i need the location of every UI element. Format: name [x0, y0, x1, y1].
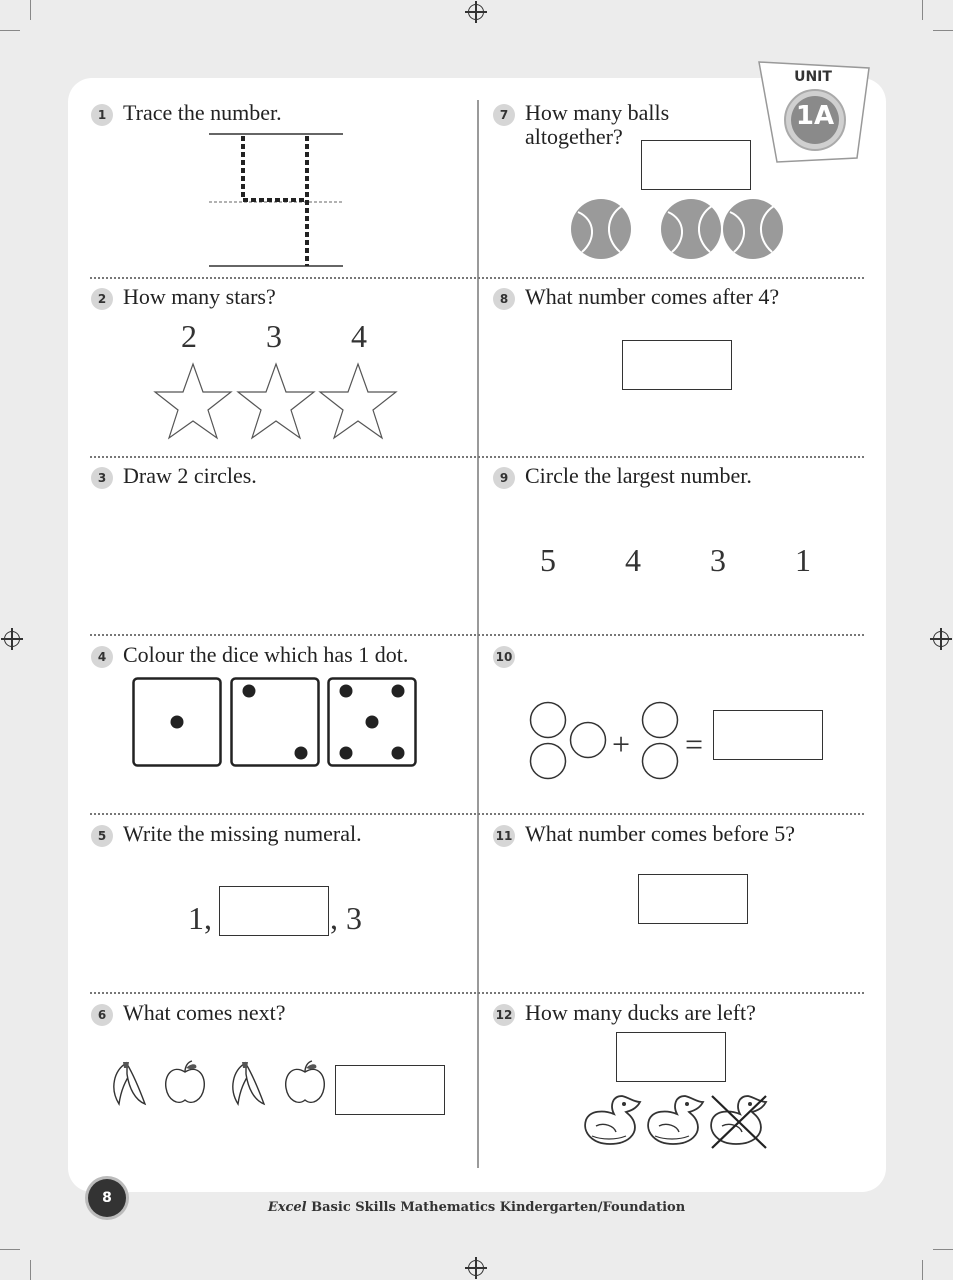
question-text: Draw 2 circles.	[123, 463, 257, 488]
sequence-after: , 3	[330, 900, 362, 936]
question-text: What number comes before 5?	[525, 821, 795, 846]
apple-icon	[162, 1060, 208, 1106]
drawing-area[interactable]	[95, 495, 470, 625]
number-option[interactable]: 1	[795, 542, 811, 578]
question-text-line2: altogether?	[525, 124, 623, 149]
question-number: 3	[91, 467, 113, 489]
question-text: How many ducks are left?	[525, 1000, 756, 1025]
plus-sign: +	[612, 726, 631, 762]
banana-icon	[105, 1060, 149, 1108]
question-text: Colour the dice which has 1 dot.	[123, 642, 409, 667]
registration-mark-icon	[468, 1260, 484, 1276]
star-count-option: 4	[351, 318, 367, 354]
question-number: 6	[91, 1004, 113, 1026]
trace-number-four[interactable]	[205, 130, 345, 270]
answer-box[interactable]	[638, 874, 748, 924]
registration-mark-icon	[4, 631, 20, 647]
duck-icon	[645, 1092, 707, 1152]
question-number: 7	[493, 104, 515, 126]
registration-mark-icon	[933, 631, 949, 647]
unit-code: 1A	[795, 101, 835, 131]
answer-box[interactable]	[219, 886, 329, 936]
row-divider	[90, 456, 864, 458]
dice-icon[interactable]	[327, 677, 417, 767]
row-divider	[90, 277, 864, 279]
ball-icon	[722, 198, 784, 260]
equals-sign: =	[685, 726, 704, 762]
question-text-line1: How many balls	[525, 100, 670, 125]
answer-box[interactable]	[713, 710, 823, 760]
answer-box[interactable]	[335, 1065, 445, 1115]
row-divider	[90, 992, 864, 994]
crop-mark	[0, 30, 20, 31]
question-number: 10	[493, 646, 515, 668]
question-number: 8	[493, 288, 515, 310]
answer-box[interactable]	[622, 340, 732, 390]
question-number: 1	[91, 104, 113, 126]
ball-icon	[570, 198, 632, 260]
duck-icon	[582, 1092, 644, 1152]
banana-icon	[224, 1060, 268, 1108]
footer-brand: Excel	[267, 1200, 307, 1215]
unit-label: UNIT	[794, 69, 832, 85]
circle-group-icon	[640, 700, 680, 782]
registration-mark-icon	[468, 4, 484, 20]
question-text: What number comes after 4?	[525, 284, 780, 309]
crop-mark	[30, 0, 31, 20]
crop-mark	[933, 30, 953, 31]
question-text: What comes next?	[123, 1000, 286, 1025]
dice-icon[interactable]	[132, 677, 222, 767]
question-number: 12	[493, 1004, 515, 1026]
page-number: 8	[88, 1179, 126, 1217]
number-option[interactable]: 4	[625, 542, 641, 578]
question-number: 2	[91, 288, 113, 310]
row-divider	[90, 813, 864, 815]
circle-group-icon	[528, 700, 610, 782]
question-text: How many stars?	[123, 284, 276, 309]
number-option[interactable]: 3	[710, 542, 726, 578]
crop-mark	[0, 1249, 20, 1250]
crop-mark	[933, 1249, 953, 1250]
answer-box[interactable]	[641, 140, 751, 190]
crop-mark	[922, 0, 923, 20]
crop-mark	[30, 1260, 31, 1280]
question-number: 9	[493, 467, 515, 489]
question-text: Circle the largest number.	[525, 463, 752, 488]
answer-box[interactable]	[616, 1032, 726, 1082]
footer-text: Basic Skills Mathematics Kindergarten/Foundation	[306, 1200, 686, 1215]
number-option[interactable]: 5	[540, 542, 556, 578]
dice-icon[interactable]	[230, 677, 320, 767]
question-number: 4	[91, 646, 113, 668]
star-count-option: 2	[181, 318, 197, 354]
sequence-before: 1,	[188, 900, 212, 936]
star-icon	[236, 362, 316, 440]
ball-icon	[660, 198, 722, 260]
row-divider	[90, 634, 864, 636]
star-icon	[318, 362, 398, 440]
question-text: Write the missing numeral.	[123, 821, 362, 846]
star-icon	[153, 362, 233, 440]
crossed-duck-icon	[708, 1092, 770, 1152]
question-number: 5	[91, 825, 113, 847]
question-text: Trace the number.	[123, 100, 282, 125]
apple-icon	[282, 1060, 328, 1106]
star-count-option: 3	[266, 318, 282, 354]
footer-title	[0, 1200, 953, 1215]
crop-mark	[922, 1260, 923, 1280]
question-number: 11	[493, 825, 515, 847]
